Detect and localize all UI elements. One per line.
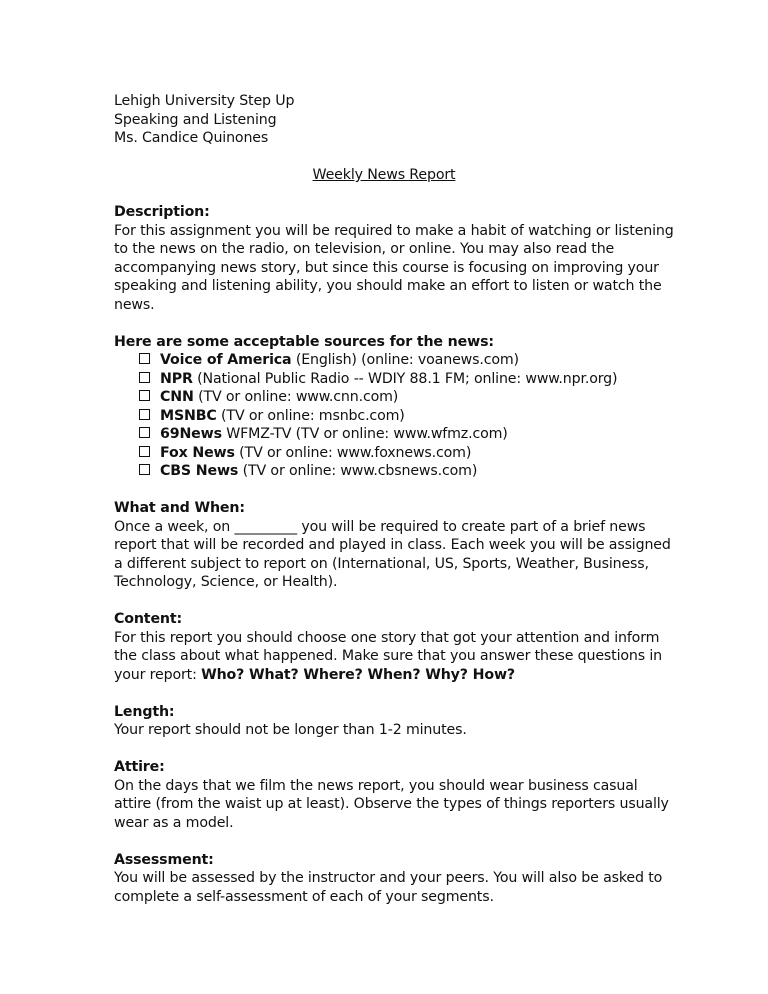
checkbox-icon [139,409,150,420]
page-title-text: Weekly News Report [312,167,456,183]
assessment-text: You will be assessed by the instructor and your peers. You will also be asked to complete a self-assessment of each of your segments. [114,870,663,905]
checkbox-icon [139,464,150,475]
source-detail: (English) (online: voanews.com) [291,352,519,368]
source-name: Voice of America [160,352,292,368]
source-name: CBS News [160,463,239,479]
attire-heading: Attire: [114,759,165,775]
sources-heading: Here are some acceptable sources for the news: [114,333,494,350]
what-when-heading: What and When: [114,500,245,516]
header-instructor: Ms. Candice Quinones [114,130,269,146]
description-heading: Description: [114,204,210,220]
document-page [114,92,674,925]
section-content [114,610,674,684]
attire-text: On the days that we film the news report, you should wear business casual attire (from the waist up at least). Observe the types of things reporters usually wear as a model. [114,777,669,831]
source-detail: (TV or online: msnbc.com) [216,407,405,424]
source-item [114,351,674,370]
checkbox-icon [139,372,150,383]
section-length [114,703,674,740]
source-name: Fox News [160,444,235,461]
source-detail: (TV or online: www.foxnews.com) [234,444,472,461]
section-assessment [114,851,674,907]
source-detail: (National Public Radio -- WDIY 88.1 FM; online: www.npr.org) [192,370,618,387]
assessment-heading: Assessment: [114,851,214,868]
source-detail: WFMZ-TV (TV or online: www.wfmz.com) [221,426,508,442]
section-what-when [114,499,674,592]
checkbox-icon [139,427,150,438]
header-course: Speaking and Listening [114,111,277,128]
checkbox-icon [139,446,150,457]
sources-list [114,351,674,481]
section-attire [114,758,674,832]
source-item [114,425,674,444]
content-heading: Content: [114,611,183,627]
what-when-text: Once a week, on _________ you will be required to create part of a brief news report that will be recorded and played in class. Each week you will be assigned a different subject to report on (International, US, Sports, Weather, Business, Technology, Science, or Health). [114,518,671,590]
source-detail: (TV or online: www.cbsnews.com) [238,463,478,479]
source-item [114,407,674,426]
description-text: For this assignment you will be required to make a habit of watching or listening to the news on the radio, on television, or online. You may also read the accompanying news story, but since this course is focusing on improving your speaking and listening ability, you should make an effort to listen or watch the news. [114,222,674,313]
content-text: For this report you should choose one story that got your attention and inform the class about what happened. Make sure that you answer these questions in your report: [114,629,662,683]
source-item [114,370,674,389]
document-header [114,92,674,148]
section-sources [114,333,674,481]
source-detail: (TV or online: www.cnn.com) [193,389,399,405]
source-item [114,388,674,407]
source-name: CNN [160,389,194,405]
checkbox-icon [139,353,150,364]
checkbox-icon [139,390,150,401]
header-institution: Lehigh University Step Up [114,93,295,109]
content-paragraph [114,629,674,685]
section-description [114,203,674,314]
content-questions: Who? What? Where? When? Why? How? [201,666,516,683]
page-title [114,166,654,185]
length-heading: Length: [114,703,175,720]
source-name: MSNBC [160,407,217,424]
source-name: NPR [160,370,193,387]
length-text: Your report should not be longer than 1-2 minutes. [114,722,467,738]
source-item [114,444,674,463]
source-item [114,462,674,481]
source-name: 69News [160,426,222,442]
